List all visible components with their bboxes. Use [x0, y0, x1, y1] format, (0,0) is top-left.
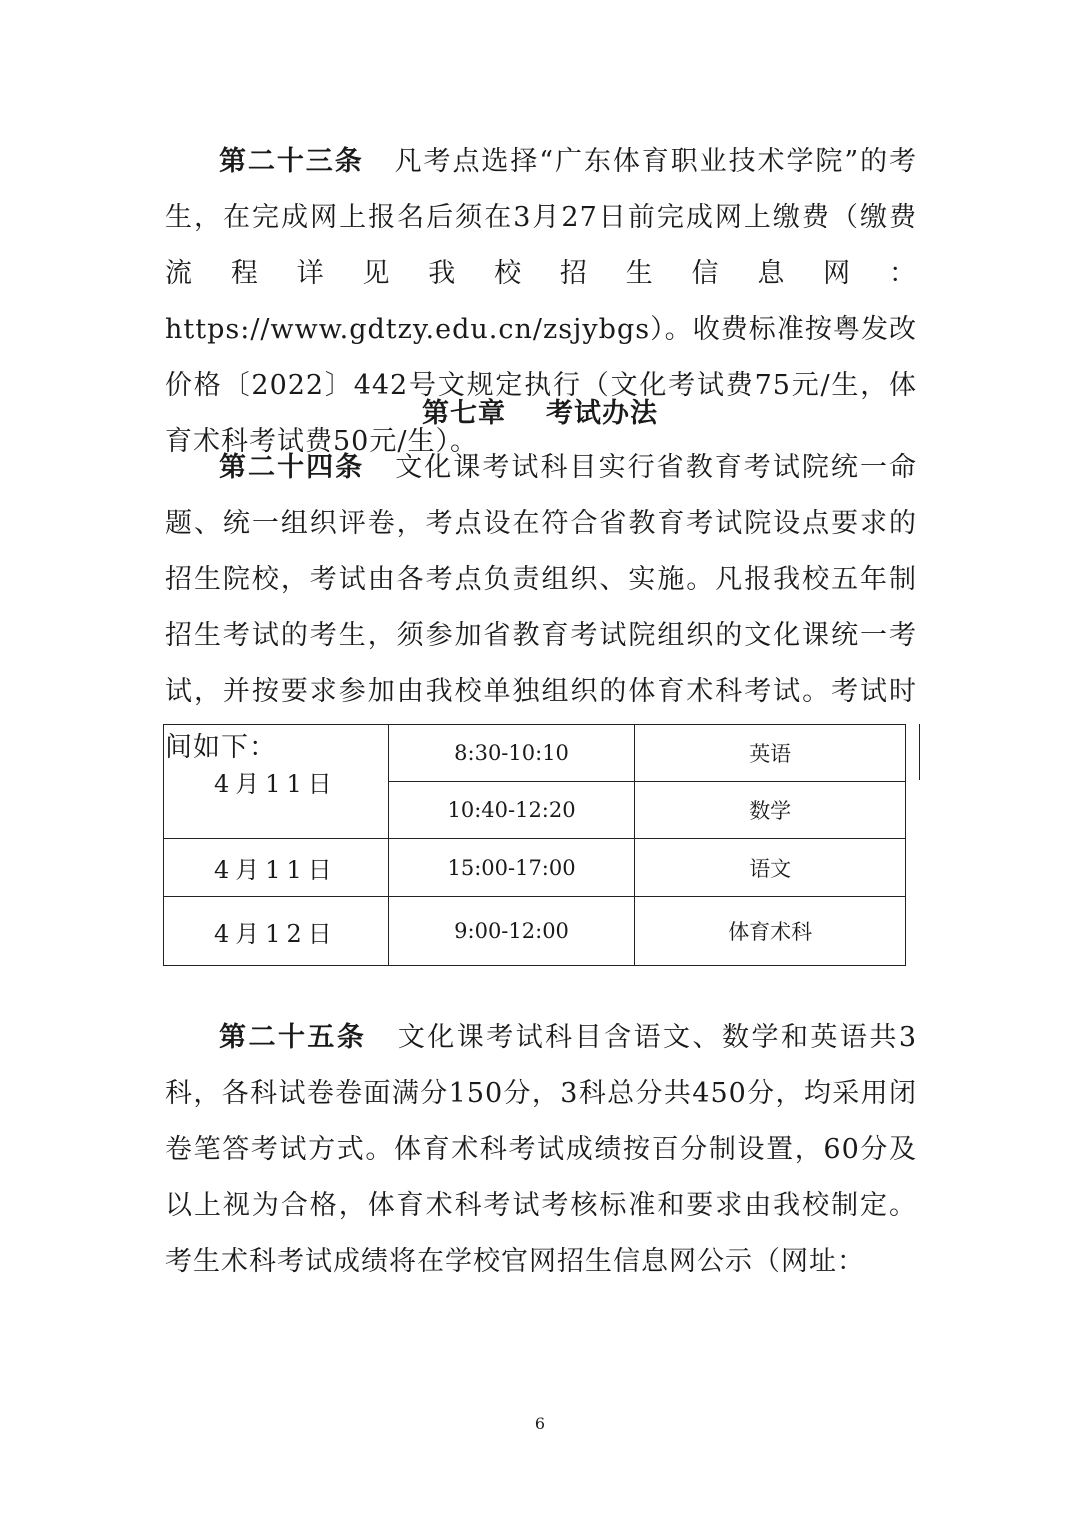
schedule-subject: 数学 — [635, 782, 906, 839]
schedule-time: 9:00-12:00 — [388, 897, 635, 966]
schedule-subject: 语文 — [635, 839, 906, 897]
schedule-time: 10:40-12:20 — [388, 782, 635, 839]
schedule-subject: 体育术科 — [635, 897, 906, 966]
article-23-title: 第二十三条 — [219, 146, 364, 177]
schedule-time: 15:00-17:00 — [388, 839, 635, 897]
schedule-date: 4月11日 — [164, 839, 389, 897]
article-24-body: 文化课考试科目实行省教育考试院统一命题、统一组织评卷，考点设在符合省教育考试院设点要求的招生院校，考试由各考点负责组织、实施。凡报我校五年制招生考试的考生，须参加省教育考试院组织的文化课统一考试，并按要求参加由我校单独组织的体育术科考试。考试时间如下： — [165, 452, 918, 763]
article-25-body: 文化课考试科目含语文、数学和英语共3科，各科试卷卷面满分150分，3科总分共450分，均采用闭卷笔答考试方式。体育术科考试成绩按百分制设置，60分及以上视为合格，体育术科考试考核标准和要求由我校制定。考生术科考试成绩将在学校官网招生信息网公示（网址： — [165, 1022, 917, 1277]
chapter-heading — [0, 386, 1080, 442]
table-row — [164, 897, 906, 966]
page-number: 6 — [534, 1414, 546, 1433]
schedule-date: 4月11日 — [164, 725, 389, 839]
article-25 — [165, 1010, 917, 1290]
article-24-title: 第二十四条 — [219, 452, 365, 483]
article-25-title: 第二十五条 — [219, 1022, 367, 1053]
schedule-time: 8:30-10:10 — [388, 725, 635, 782]
schedule-date: 4月12日 — [164, 897, 389, 966]
exam-schedule-table — [163, 724, 906, 966]
article-23-body: 凡考点选择“广东体育职业技术学院”的考生，在完成网上报名后须在3月27日前完成网上缴费（缴费流程详见我校招生信息网：https://www.gdtzy.edu.cn/zsjybgs）。收费标准按粤发改价格〔2022〕442号文规定执行（文化考试费75元/生，体育术科考试费50元/生）。 — [165, 146, 918, 457]
table-edge-mark — [919, 724, 920, 780]
chapter-title: 考试办法 — [546, 398, 658, 429]
table-row — [164, 839, 906, 897]
chapter-number: 第七章 — [422, 398, 506, 429]
schedule-subject: 英语 — [635, 725, 906, 782]
table-row — [164, 725, 906, 782]
